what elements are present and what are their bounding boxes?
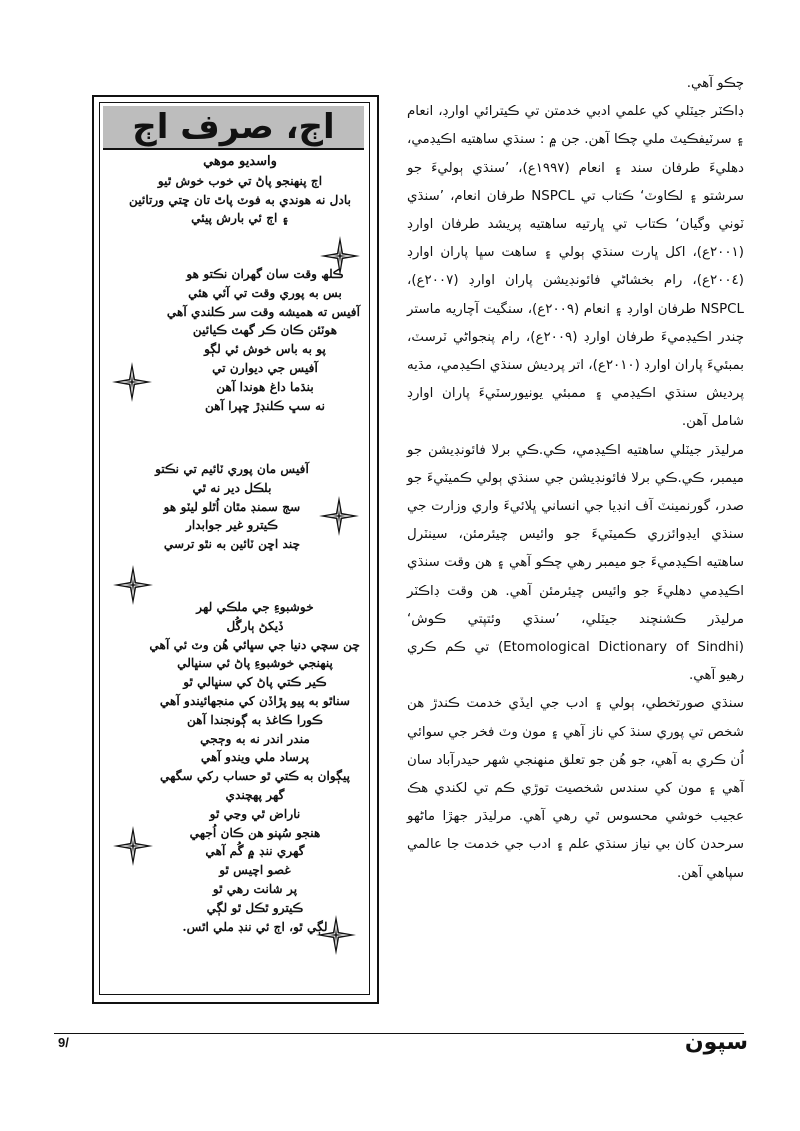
poem-line: ڪلھ وقت سان گهران نڪتو هو: [186, 267, 344, 281]
poem-line: سناٿو به پيو پڙاڏن کي منجهائيندو آهي: [159, 693, 351, 708]
poem-line: پنهنجي خوشبوءِ پاڻ ئي سنڀالي: [177, 656, 333, 671]
article-text: [407, 70, 744, 888]
poem-line: آفيس ته هميشه وقت سر ڪلندي آهي: [166, 304, 360, 319]
poem-line: مندر اندر نه به وڄجي: [200, 731, 310, 746]
poem-line: هنجو سُپنو هن ڪان اُجهي: [189, 825, 321, 840]
poem-title: اڄ، صرف اڄ: [132, 107, 335, 147]
poem-line: بس به پوري وقت تي آئي هئي: [188, 285, 342, 300]
page-number: 9/: [58, 1035, 69, 1050]
poem-line: ڪورا ڪاغذ به ڳونجندا آهن: [186, 712, 324, 727]
poem-title-band: [103, 106, 364, 150]
star-ornament-icon: [113, 565, 153, 605]
poem-line: ڏيکڻ ٻارگُل: [226, 618, 284, 633]
article-paragraph: چڪو آهي.: [686, 76, 744, 91]
poem-line: پر شانت رهي ٿو: [212, 881, 298, 896]
article-paragraph: مرليڌر جيٽلي ساهتيه اڪيڊمي، ڪي.ڪي برلا فائونڊيشن جو ميمبر، ڪي.ڪي برلا فائونڊيشن جي سنڌي ٻولي ڪميٽيءَ جو صدر، گورنمينٽ آف انڊيا جي انساني ڀلائيءَ واري وزارت جي سنڌي ايڊوائزري ڪميٽيءَ جو وائيس چيئرمئن، سينٽرل ساهتيه اڪيڊميءَ جو ميمبر رهي چڪو آهي ۽ هن وقت سنڌي اڪيڊمي دهليءَ جو وائيس چيئرمئن آهي. هن وقت ڊاڪٽر مرليڌر ڪشنچند جيٽلي، ’سنڌي وئتپتي ڪوش‘ (Etomological Dictionary of Sindhi) تي ڪم ڪري رهيو آهي.: [407, 442, 744, 684]
poem-line: ڪيترو ٿڪل ٿو لڳي: [206, 900, 304, 915]
poem-line: آفيس مان پوري ٽائيم تي نڪتو: [155, 462, 309, 476]
poem-line: ۽ اڄ ئي بارش پيئي: [191, 211, 289, 226]
poem-stanza-3: [122, 460, 342, 554]
poet-name: واسديو موهي: [203, 154, 277, 169]
poem-line: گهر پهچندي: [225, 787, 285, 802]
poem-line: چند اڇن ٽائين به نٿو ترسي: [163, 537, 301, 552]
poem-line: غصو اچيس ٿو: [219, 863, 291, 878]
poem-line: پو به باس خوش ئي لڳو: [204, 342, 326, 357]
star-ornament-icon: [316, 915, 356, 955]
poem-line: بنڌما داغ هوندا آهن: [216, 379, 314, 394]
poem-stanza-1: [122, 153, 358, 228]
article-paragraph: ڊاڪٽر جيٽلي کي علمي ادبي خدمتن تي ڪيترائي اوارڊ، انعام ۽ سرٽيفڪيٽ ملي چڪا آهن. جن ۾ : سنڌي ساهتيه اڪيڊمي، دهليءَ طرفان سند ۽ انعام (١٩٩٧ع)، ’سنڌي ٻوليءَ جو سرشتو ۽ لڪاوٽ‘ ڪتاب تي NSPCL طرفان انعام، ’سنڌي ٽوني وگيان‘ ڪتاب تي ڀارتيه ساهتيه پريشد طرفان اوارڊ (٢٠٠١ع)، اکل ڀارت سنڌي ٻولي ۽ ساهت سڀا پاران اوارڊ (٢٠٠٤ع)، رام بخشاڻي فائونڊيشن پاران اوارڊ (٢٠٠٧ع)، NSPCL طرفان اوارڊ ۽ انعام (٢٠٠٩ع)، سنگيت آچاريه ماستر چندر اڪيڊميءَ طرفان اوارڊ (٢٠٠٩ع)، رام پنجواڻي ٽرسٽ، بمبئيءَ پاران اوارڊ (٢٠١٠ع)، اتر پرديش سنڌي اڪيڊمي، مڌيه پرديش سنڌي اڪيڊمي ۽ ممبئي يونيورسٽيءَ پاران اوارڊ شامل آهن.: [407, 104, 745, 430]
poem-line: اڄ پنهنجو پاڻ تي خوب خوش ٿيو: [157, 173, 323, 188]
poem-line: بادل نه هوندي به فوٽ پاٿ تان ڇتي ورتائين: [128, 192, 352, 207]
poem-line: گهري ننڊ ۾ گُم آهي: [205, 844, 305, 859]
poem-line: ڪير ڪتي پاڻ کي سنڀالي ٿو: [183, 675, 327, 690]
star-ornament-icon: [113, 826, 153, 866]
footer-rule: [54, 1033, 744, 1034]
article-paragraph: سنڌي صورتخطي، ٻولي ۽ ادب جي ايڏي خدمت ڪندڙ هن شخص تي پوري سنڌ کي ناز آهي ۽ مون وٽ فخر جي سوائي اُن ڪري به آهي، جو هُن جو تعلق منهنجي شهر حيدرآباد سان آهي ۽ مون کي سندس شخصيت توڙي ڪم تي لکندي هڪ عجيب خوشي محسوس ٿي رهي آهي. مرليڌر جهڙا ماڻهو سرحدن کان بي نياز سنڌي علم ۽ ادب جي خدمت جا عالمي سپاهي آهن.: [407, 696, 744, 881]
poem-line: ناراض ٿي وڃي ٿو: [209, 806, 301, 821]
magazine-name: سپون: [684, 1030, 748, 1055]
star-ornament-icon: [320, 236, 360, 276]
poem-line: چن سچي دنيا جي سڀائي هُن وٽ ئي آهي: [149, 637, 360, 652]
poem-line: لڳي ٿو، اڄ ئي ننڊ ملي اٿس.: [182, 919, 328, 934]
poem-line: آفيس جي ديوارن تي: [212, 360, 318, 375]
poem-line: بلڪل دير نه ٿي: [192, 480, 272, 495]
poem-stanza-2: [166, 265, 360, 415]
poem-line: پيڳوان به ڪتي ٿو حساب رکي سگهي: [159, 769, 351, 784]
star-ornament-icon: [112, 362, 152, 402]
star-ornament-icon: [319, 496, 359, 536]
poem-line: ڪيترو غير جوابدار: [185, 518, 279, 533]
poem-stanza-4: [150, 598, 360, 936]
poem-line: هوٽئن ڪان ڪر گهٽ ڪيائين: [192, 323, 338, 338]
poem-line: خوشبوءِ جي ملڪي لهر: [196, 600, 314, 614]
poem-line: پرساد ملي ويندو آهي: [200, 750, 310, 765]
poem-line: سڄ سمنڊ مٿان اُٿلو ليٽو هو: [163, 499, 301, 514]
poem-line: نه سڀ ڪلنڊڙ ڇپرا آهن: [204, 398, 326, 413]
